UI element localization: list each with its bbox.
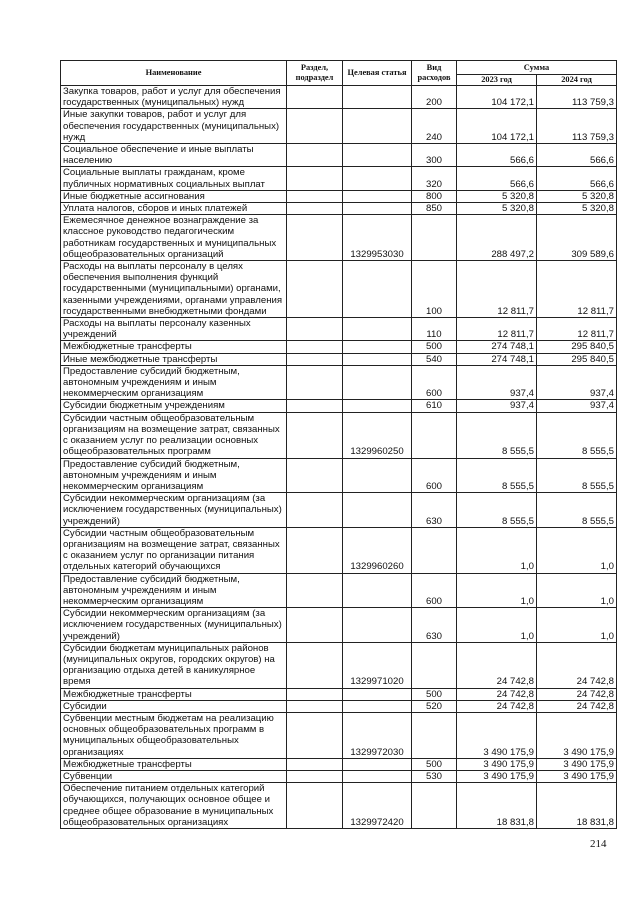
row-target (343, 190, 412, 202)
table-row (61, 412, 617, 458)
row-target: 1329972030 (343, 712, 412, 758)
row-target (343, 203, 412, 215)
row-sum-2024: 1,0 (537, 527, 617, 573)
row-name: Субсидии некоммерческим организациям (за исключением государственных (муниципальных) учреждений) (61, 608, 287, 643)
row-sum-2024: 3 490 175,9 (537, 712, 617, 758)
header-name: Наименование (61, 61, 287, 86)
row-sum-2024: 12 811,7 (537, 318, 617, 341)
row-kind: 530 (412, 770, 457, 782)
row-section (287, 365, 343, 400)
row-target (343, 341, 412, 353)
table-row (61, 365, 617, 400)
row-target: 1329960260 (343, 527, 412, 573)
row-name: Субсидии частным общеобразовательным организациям на возмещение затрат, связанных с оказанием услуг по реализации основных общеобразовательных программ (61, 412, 287, 458)
row-target (343, 167, 412, 190)
table-row (61, 712, 617, 758)
table-row (61, 493, 617, 528)
row-sum-2023: 1,0 (457, 527, 537, 573)
row-name: Межбюджетные трансферты (61, 758, 287, 770)
row-sum-2023: 937,4 (457, 400, 537, 412)
row-sum-2023: 566,6 (457, 167, 537, 190)
table-row (61, 573, 617, 608)
row-sum-2023: 12 811,7 (457, 261, 537, 318)
row-section (287, 167, 343, 190)
table-row (61, 215, 617, 261)
row-sum-2024: 24 742,8 (537, 700, 617, 712)
row-sum-2023: 8 555,5 (457, 458, 537, 493)
row-sum-2024: 8 555,5 (537, 412, 617, 458)
row-kind: 600 (412, 365, 457, 400)
row-target: 1329953030 (343, 215, 412, 261)
row-sum-2023: 937,4 (457, 365, 537, 400)
row-target (343, 608, 412, 643)
row-kind: 300 (412, 144, 457, 167)
row-target (343, 109, 412, 144)
row-section (287, 412, 343, 458)
row-target (343, 400, 412, 412)
budget-table (60, 60, 617, 829)
row-target (343, 688, 412, 700)
row-name: Субвенции (61, 770, 287, 782)
row-sum-2023: 8 555,5 (457, 412, 537, 458)
row-kind: 110 (412, 318, 457, 341)
row-target (343, 770, 412, 782)
table-row (61, 353, 617, 365)
row-kind: 500 (412, 688, 457, 700)
row-target (343, 318, 412, 341)
row-kind: 610 (412, 400, 457, 412)
row-name: Субсидии (61, 700, 287, 712)
table-row (61, 770, 617, 782)
table-row (61, 458, 617, 493)
table-row (61, 642, 617, 688)
table-row (61, 608, 617, 643)
row-section (287, 203, 343, 215)
row-sum-2024: 309 589,6 (537, 215, 617, 261)
table-row (61, 758, 617, 770)
row-sum-2024: 1,0 (537, 608, 617, 643)
row-sum-2024: 937,4 (537, 400, 617, 412)
row-section (287, 688, 343, 700)
row-sum-2023: 288 497,2 (457, 215, 537, 261)
row-name: Уплата налогов, сборов и иных платежей (61, 203, 287, 215)
row-sum-2024: 937,4 (537, 365, 617, 400)
row-sum-2024: 5 320,8 (537, 203, 617, 215)
row-sum-2023: 5 320,8 (457, 203, 537, 215)
row-sum-2023: 566,6 (457, 144, 537, 167)
row-name: Предоставление субсидий бюджетным, автономным учреждениям и иным некоммерческим организациям (61, 458, 287, 493)
row-sum-2024: 295 840,5 (537, 341, 617, 353)
row-name: Социальное обеспечение и иные выплаты населению (61, 144, 287, 167)
row-name: Субсидии частным общеобразовательным организациям на возмещение затрат, связанных с оказанием услуг по организации питания отдельных категорий обучающихся (61, 527, 287, 573)
table-row (61, 109, 617, 144)
row-sum-2023: 3 490 175,9 (457, 712, 537, 758)
header-sum: Сумма (457, 61, 617, 75)
row-target (343, 353, 412, 365)
row-name: Субсидии некоммерческим организациям (за исключением государственных (муниципальных) учреждений) (61, 493, 287, 528)
row-sum-2024: 566,6 (537, 144, 617, 167)
row-target (343, 144, 412, 167)
table-header (61, 61, 617, 86)
table-row (61, 261, 617, 318)
table-row (61, 783, 617, 829)
row-kind: 540 (412, 353, 457, 365)
row-section (287, 144, 343, 167)
row-kind (412, 712, 457, 758)
row-sum-2023: 274 748,1 (457, 341, 537, 353)
table-row (61, 318, 617, 341)
row-kind: 850 (412, 203, 457, 215)
row-name: Предоставление субсидий бюджетным, автономным учреждениям и иным некоммерческим организациям (61, 365, 287, 400)
row-name: Расходы на выплаты персоналу казенных учреждений (61, 318, 287, 341)
row-section (287, 608, 343, 643)
row-kind: 200 (412, 86, 457, 109)
table-row (61, 527, 617, 573)
row-sum-2024: 113 759,3 (537, 109, 617, 144)
row-kind: 630 (412, 493, 457, 528)
row-kind: 500 (412, 758, 457, 770)
row-kind: 630 (412, 608, 457, 643)
row-sum-2023: 1,0 (457, 573, 537, 608)
row-sum-2024: 8 555,5 (537, 458, 617, 493)
header-year-2023: 2023 год (457, 75, 537, 86)
table-row (61, 190, 617, 202)
row-target (343, 458, 412, 493)
row-sum-2023: 24 742,8 (457, 700, 537, 712)
row-section (287, 458, 343, 493)
row-sum-2023: 12 811,7 (457, 318, 537, 341)
row-sum-2023: 104 172,1 (457, 109, 537, 144)
header-year-2024: 2024 год (537, 75, 617, 86)
row-sum-2024: 566,6 (537, 167, 617, 190)
header-section: Раздел, подраздел (287, 61, 343, 86)
row-name: Субсидии бюджетным учреждениям (61, 400, 287, 412)
row-kind (412, 215, 457, 261)
row-sum-2024: 24 742,8 (537, 642, 617, 688)
table-row (61, 700, 617, 712)
row-name: Субвенции местным бюджетам на реализацию основных общеобразовательных программ в муниципальных общеобразовательных организациях (61, 712, 287, 758)
row-name: Межбюджетные трансферты (61, 688, 287, 700)
table-row (61, 341, 617, 353)
row-name: Обеспечение питанием отдельных категорий обучающихся, получающих основное общее и среднее общее образование в муниципальных общеобразовательных организациях (61, 783, 287, 829)
row-target: 1329971020 (343, 642, 412, 688)
row-target (343, 86, 412, 109)
row-sum-2024: 24 742,8 (537, 688, 617, 700)
row-sum-2024: 1,0 (537, 573, 617, 608)
row-sum-2023: 1,0 (457, 608, 537, 643)
row-section (287, 400, 343, 412)
row-section (287, 190, 343, 202)
row-name: Предоставление субсидий бюджетным, автономным учреждениям и иным некоммерческим организациям (61, 573, 287, 608)
row-name: Социальные выплаты гражданам, кроме публичных нормативных социальных выплат (61, 167, 287, 190)
row-kind: 800 (412, 190, 457, 202)
row-sum-2023: 104 172,1 (457, 86, 537, 109)
row-target (343, 700, 412, 712)
row-sum-2023: 3 490 175,9 (457, 770, 537, 782)
row-kind: 320 (412, 167, 457, 190)
row-name: Иные межбюджетные трансферты (61, 353, 287, 365)
row-section (287, 712, 343, 758)
table-row (61, 400, 617, 412)
row-section (287, 109, 343, 144)
row-section (287, 353, 343, 365)
row-name: Межбюджетные трансферты (61, 341, 287, 353)
row-kind: 520 (412, 700, 457, 712)
row-target (343, 365, 412, 400)
header-target: Целевая статья (343, 61, 412, 86)
row-section (287, 341, 343, 353)
row-sum-2023: 8 555,5 (457, 493, 537, 528)
row-sum-2023: 5 320,8 (457, 190, 537, 202)
row-sum-2024: 12 811,7 (537, 261, 617, 318)
row-kind: 600 (412, 458, 457, 493)
row-kind (412, 642, 457, 688)
row-target (343, 261, 412, 318)
row-section (287, 642, 343, 688)
row-name: Ежемесячное денежное вознаграждение за классное руководство педагогическим работникам государственных и муниципальных общеобразовательных организаций (61, 215, 287, 261)
row-name: Иные закупки товаров, работ и услуг для обеспечения государственных (муниципальных) нужд (61, 109, 287, 144)
row-kind (412, 527, 457, 573)
row-sum-2024: 8 555,5 (537, 493, 617, 528)
row-section (287, 86, 343, 109)
row-kind (412, 412, 457, 458)
row-name: Субсидии бюджетам муниципальных районов (муниципальных округов, городских округов) на организацию отдыха детей в каникулярное время (61, 642, 287, 688)
row-kind: 240 (412, 109, 457, 144)
row-sum-2023: 24 742,8 (457, 688, 537, 700)
row-sum-2023: 24 742,8 (457, 642, 537, 688)
row-section (287, 261, 343, 318)
row-section (287, 493, 343, 528)
row-name: Иные бюджетные ассигнования (61, 190, 287, 202)
row-sum-2024: 295 840,5 (537, 353, 617, 365)
row-sum-2024: 5 320,8 (537, 190, 617, 202)
row-sum-2023: 18 831,8 (457, 783, 537, 829)
row-name: Закупка товаров, работ и услуг для обеспечения государственных (муниципальных) нужд (61, 86, 287, 109)
row-section (287, 758, 343, 770)
row-section (287, 783, 343, 829)
row-sum-2024: 113 759,3 (537, 86, 617, 109)
table-row (61, 688, 617, 700)
table-row (61, 86, 617, 109)
row-sum-2024: 3 490 175,9 (537, 770, 617, 782)
row-target: 1329960250 (343, 412, 412, 458)
row-sum-2024: 18 831,8 (537, 783, 617, 829)
row-kind (412, 783, 457, 829)
header-kind: Вид расходов (412, 61, 457, 86)
row-section (287, 215, 343, 261)
row-section (287, 770, 343, 782)
table-row (61, 203, 617, 215)
page-number: 214 (590, 838, 607, 850)
row-target (343, 573, 412, 608)
row-target (343, 493, 412, 528)
row-sum-2024: 3 490 175,9 (537, 758, 617, 770)
row-sum-2023: 3 490 175,9 (457, 758, 537, 770)
row-section (287, 527, 343, 573)
row-target (343, 758, 412, 770)
table-row (61, 167, 617, 190)
row-section (287, 700, 343, 712)
row-name: Расходы на выплаты персоналу в целях обеспечения выполнения функций государственными (муниципальными) органами, казенными учреждениями, органами управления государственными внебюджетными фондами (61, 261, 287, 318)
row-section (287, 573, 343, 608)
row-section (287, 318, 343, 341)
row-kind: 100 (412, 261, 457, 318)
row-kind: 600 (412, 573, 457, 608)
row-sum-2023: 274 748,1 (457, 353, 537, 365)
row-target: 1329972420 (343, 783, 412, 829)
table-body (61, 86, 617, 829)
table-row (61, 144, 617, 167)
row-kind: 500 (412, 341, 457, 353)
